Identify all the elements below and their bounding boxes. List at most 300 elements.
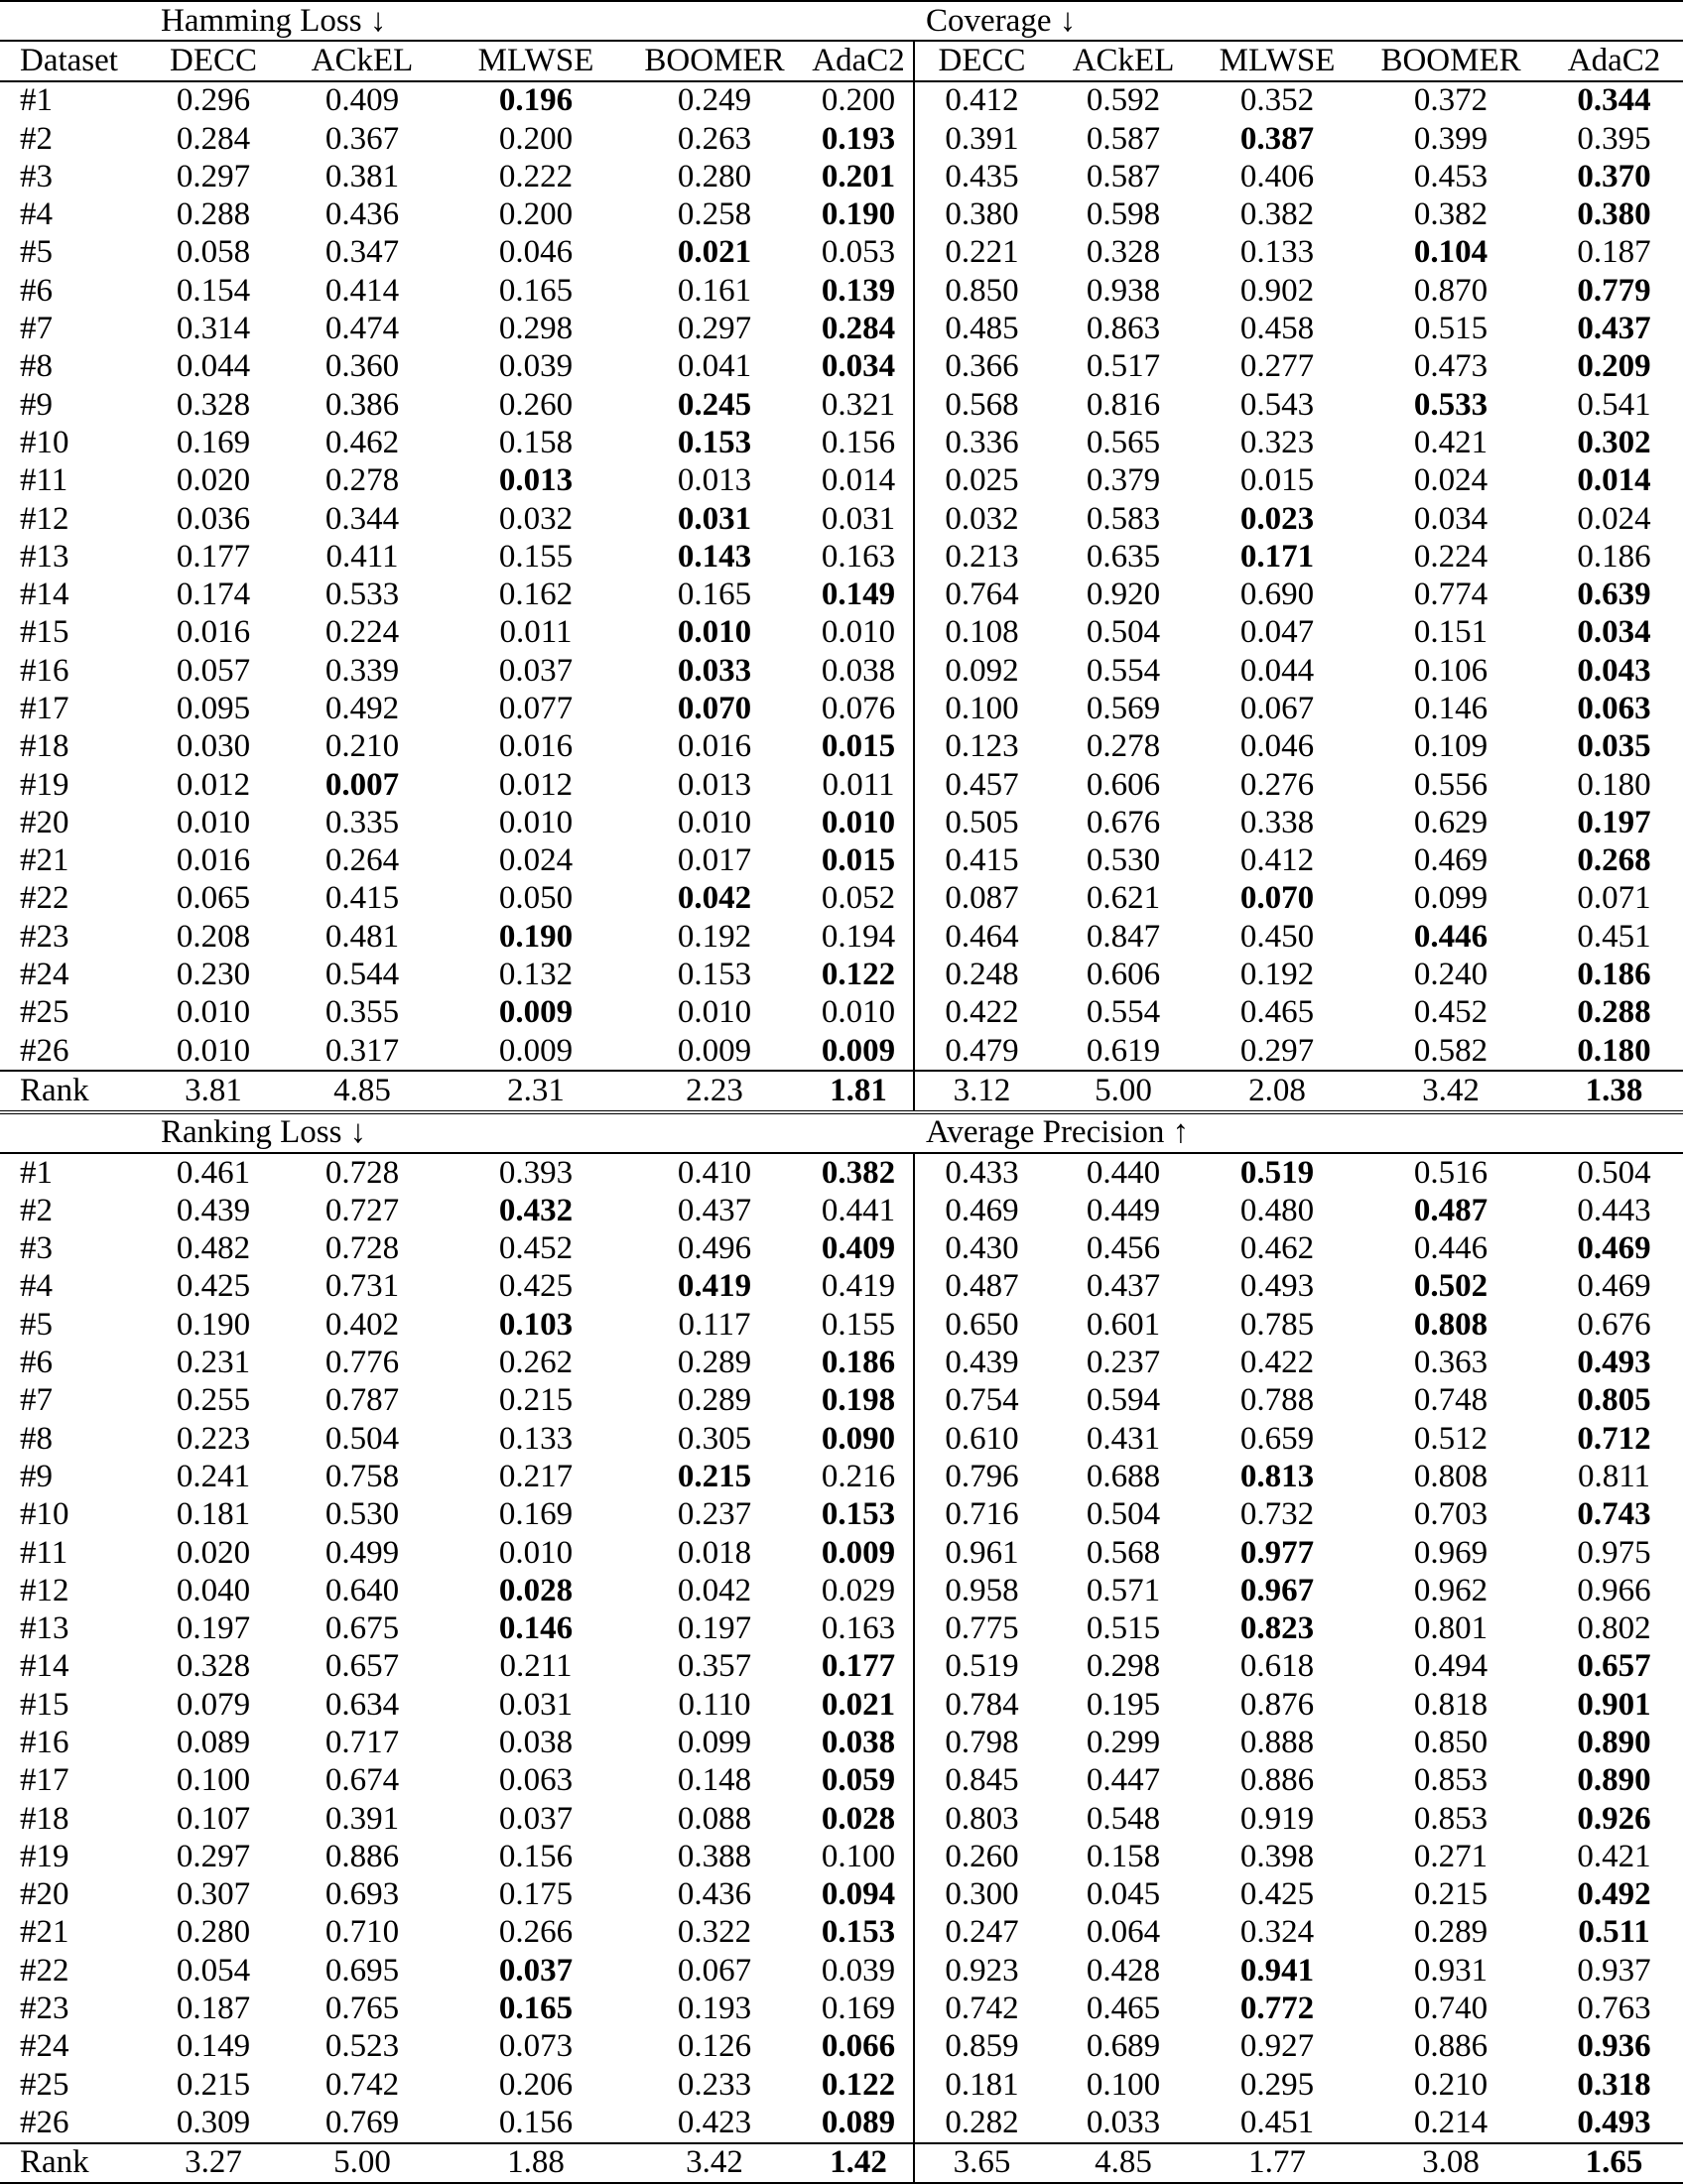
- column-header-decc: DECC: [914, 41, 1049, 80]
- dataset-id: #18: [20, 1800, 69, 1837]
- value-cell: 0.260: [498, 386, 574, 423]
- value-cell: 0.763: [1577, 1991, 1651, 2027]
- value-cell: 0.044: [1239, 652, 1315, 689]
- dataset-id: #21: [20, 842, 69, 879]
- dataset-id: #5: [20, 234, 53, 271]
- best-value-cell: 0.010: [677, 614, 752, 651]
- best-value-cell: 0.190: [821, 196, 896, 233]
- value-cell: 0.042: [677, 1572, 752, 1608]
- value-cell: 0.298: [498, 311, 574, 347]
- value-cell: 0.195: [1086, 1686, 1161, 1723]
- dataset-id: #23: [20, 918, 69, 955]
- table-row: [0, 1268, 1683, 1306]
- value-cell: 0.210: [324, 728, 400, 765]
- value-cell: 0.200: [498, 196, 574, 233]
- value-cell: 0.200: [804, 81, 914, 120]
- value-cell: 0.010: [176, 804, 251, 840]
- value-cell: 0.775: [914, 1609, 1049, 1647]
- value-cell: 0.095: [176, 690, 251, 726]
- value-cell: 0.165: [677, 577, 752, 613]
- value-cell: 0.621: [1086, 880, 1161, 917]
- value-cell: 0.437: [1086, 1268, 1161, 1305]
- value-cell: 0.309: [176, 2104, 251, 2140]
- value-cell: 3.08: [1357, 2143, 1545, 2183]
- value-cell: 0.297: [176, 158, 251, 194]
- value-cell: 0.464: [914, 918, 1049, 956]
- value-cell: 0.224: [1413, 538, 1489, 575]
- best-value-cell: 0.387: [1239, 120, 1315, 157]
- value-cell: 0.676: [1577, 1306, 1651, 1343]
- value-cell: 0.803: [914, 1800, 1049, 1838]
- value-cell: 0.307: [176, 1876, 251, 1913]
- value-cell: 0.132: [498, 957, 574, 993]
- value-cell: 0.927: [1239, 2028, 1315, 2065]
- value-cell: 0.117: [678, 1306, 751, 1343]
- value-cell: 0.355: [324, 994, 400, 1031]
- value-cell: 0.443: [1577, 1192, 1651, 1228]
- value-cell: 0.391: [914, 120, 1049, 158]
- value-cell: 0.263: [677, 120, 752, 157]
- best-value-cell: 0.639: [1577, 577, 1651, 613]
- value-cell: 1.88: [447, 2143, 625, 2183]
- value-cell: 0.046: [1239, 728, 1315, 765]
- value-cell: 0.215: [498, 1382, 574, 1419]
- dataset-id: #13: [20, 1610, 69, 1647]
- value-cell: 0.481: [324, 918, 400, 955]
- table-row: [0, 1153, 1683, 1192]
- value-cell: 0.187: [176, 1991, 251, 2027]
- value-cell: 0.811: [1578, 1458, 1651, 1494]
- value-cell: 0.716: [914, 1496, 1049, 1534]
- table-row: [0, 158, 1683, 195]
- dataset-id: #2: [20, 1192, 53, 1228]
- value-cell: 0.388: [677, 1838, 752, 1874]
- value-cell: 0.788: [1239, 1382, 1315, 1419]
- table-row: [0, 2028, 1683, 2066]
- value-cell: 0.046: [498, 234, 574, 271]
- table-row: [0, 386, 1683, 424]
- best-value-cell: 0.034: [821, 348, 896, 385]
- dataset-id: #8: [20, 1420, 53, 1457]
- value-cell: 0.024: [1577, 500, 1651, 537]
- value-cell: 0.222: [498, 158, 574, 194]
- table-row: [0, 195, 1683, 233]
- value-cell: 0.533: [324, 577, 400, 613]
- value-cell: 0.213: [914, 538, 1049, 576]
- value-cell: 0.210: [1413, 2066, 1489, 2103]
- value-cell: 3.65: [914, 2143, 1049, 2183]
- dataset-id: #16: [20, 1725, 69, 1760]
- best-value-cell: 0.288: [1577, 994, 1651, 1031]
- table-row: [0, 1230, 1683, 1268]
- best-value-cell: 0.171: [1239, 538, 1315, 575]
- value-cell: 0.297: [677, 311, 752, 347]
- value-cell: 0.224: [324, 614, 400, 651]
- value-cell: 3.27: [149, 2143, 278, 2183]
- dataset-id: #14: [20, 577, 69, 613]
- best-value-cell: 0.197: [1577, 804, 1651, 840]
- dataset-id: #19: [20, 1838, 69, 1874]
- best-value-cell: 0.284: [821, 311, 896, 347]
- value-cell: 0.728: [324, 1230, 400, 1267]
- value-cell: 0.594: [1086, 1382, 1161, 1419]
- value-cell: 0.018: [677, 1534, 752, 1571]
- dataset-id: #17: [20, 690, 69, 726]
- best-value-cell: 0.033: [677, 652, 752, 689]
- value-cell: 0.033: [1086, 2104, 1161, 2140]
- best-value-cell: 0.090: [821, 1420, 896, 1457]
- value-cell: 0.742: [324, 2066, 400, 2103]
- value-cell: 3.42: [1357, 1071, 1545, 1111]
- value-cell: 0.040: [176, 1572, 251, 1608]
- value-cell: 0.425: [176, 1268, 251, 1305]
- value-cell: 0.067: [677, 1952, 752, 1989]
- dataset-id: #10: [20, 424, 69, 460]
- value-cell: 0.902: [1239, 272, 1315, 309]
- value-cell: 0.554: [1086, 652, 1161, 689]
- value-cell: 0.610: [914, 1420, 1049, 1458]
- value-cell: 0.754: [914, 1382, 1049, 1420]
- dataset-id: #11: [20, 1534, 68, 1571]
- value-cell: 0.038: [821, 652, 896, 689]
- value-cell: 0.372: [1357, 81, 1545, 120]
- value-cell: 0.240: [1413, 957, 1489, 993]
- value-cell: 0.030: [176, 728, 251, 765]
- best-value-cell: 0.487: [1413, 1192, 1489, 1228]
- column-header-boomer: BOOMER: [1357, 41, 1545, 80]
- value-cell: 0.850: [1413, 1725, 1489, 1760]
- value-cell: 0.606: [1086, 766, 1161, 803]
- value-cell: 0.695: [324, 1952, 400, 1989]
- value-cell: 0.010: [677, 994, 752, 1031]
- value-cell: 0.519: [914, 1648, 1049, 1686]
- value-cell: 0.461: [149, 1153, 278, 1192]
- value-cell: 0.398: [1239, 1838, 1315, 1874]
- best-value-cell: 0.070: [677, 690, 752, 726]
- best-value-cell: 0.009: [821, 1534, 896, 1571]
- value-cell: 0.740: [1413, 1991, 1489, 2027]
- value-cell: 0.016: [176, 842, 251, 879]
- value-cell: 0.530: [1086, 842, 1161, 879]
- table-row: [0, 690, 1683, 727]
- value-cell: 0.382: [1413, 196, 1489, 233]
- value-cell: 0.850: [914, 272, 1049, 310]
- best-value-cell: 0.104: [1413, 234, 1489, 271]
- best-value-cell: 0.813: [1239, 1458, 1315, 1494]
- value-cell: 0.013: [677, 462, 752, 499]
- best-value-cell: 1.42: [804, 2143, 914, 2183]
- value-cell: 0.099: [1413, 880, 1489, 917]
- value-cell: 0.156: [498, 2104, 574, 2140]
- value-cell: 0.727: [324, 1192, 400, 1228]
- dataset-id: #22: [20, 880, 69, 917]
- best-value-cell: 0.028: [498, 1572, 574, 1608]
- value-cell: 0.598: [1086, 196, 1161, 233]
- value-cell: 0.177: [176, 538, 251, 575]
- value-cell: 0.458: [1239, 311, 1315, 347]
- value-cell: 0.785: [1239, 1306, 1315, 1343]
- value-cell: 0.154: [176, 272, 251, 309]
- best-value-cell: 0.028: [821, 1800, 896, 1837]
- best-value-cell: 0.009: [821, 1032, 896, 1069]
- table-row: [0, 310, 1683, 347]
- value-cell: 0.336: [914, 424, 1049, 461]
- value-cell: 0.299: [1086, 1725, 1161, 1760]
- best-value-cell: 0.037: [498, 1952, 574, 1989]
- value-cell: 0.013: [677, 766, 752, 803]
- value-cell: 0.335: [324, 804, 400, 840]
- value-cell: 0.494: [1413, 1648, 1489, 1685]
- best-value-cell: 0.177: [821, 1648, 896, 1685]
- best-value-cell: 0.153: [677, 424, 752, 460]
- table-row: [0, 1724, 1683, 1761]
- table-row: [0, 1990, 1683, 2027]
- table-row: [0, 956, 1683, 993]
- value-cell: 0.278: [1086, 728, 1161, 765]
- value-cell: 0.446: [1413, 1230, 1489, 1267]
- value-cell: 0.554: [1086, 994, 1161, 1031]
- value-cell: 0.298: [1086, 1648, 1161, 1685]
- value-cell: 0.255: [176, 1382, 251, 1419]
- value-cell: 0.439: [176, 1192, 251, 1228]
- value-cell: 0.587: [1086, 120, 1161, 157]
- value-cell: 0.300: [914, 1876, 1049, 1914]
- best-value-cell: 0.042: [677, 880, 752, 917]
- value-cell: 0.447: [1086, 1762, 1161, 1799]
- value-cell: 0.289: [1413, 1914, 1489, 1951]
- value-cell: 0.870: [1413, 272, 1489, 309]
- column-header-mlwse: MLWSE: [1198, 41, 1357, 80]
- dataset-id: #26: [20, 1032, 69, 1069]
- value-cell: 0.328: [1086, 234, 1161, 271]
- column-header-mlwse: MLWSE: [447, 41, 625, 80]
- value-cell: 0.016: [677, 728, 752, 765]
- table-row: [0, 1572, 1683, 1609]
- value-cell: 0.054: [176, 1952, 251, 1989]
- value-cell: 0.165: [498, 272, 574, 309]
- value-cell: 0.674: [324, 1762, 400, 1799]
- value-cell: 0.123: [914, 728, 1049, 766]
- value-cell: 0.162: [498, 577, 574, 613]
- value-cell: 0.276: [1239, 766, 1315, 803]
- value-cell: 0.517: [1086, 348, 1161, 385]
- value-cell: 0.099: [677, 1725, 752, 1760]
- value-cell: 0.248: [914, 956, 1049, 993]
- value-cell: 0.044: [176, 348, 251, 385]
- value-cell: 0.568: [1086, 1534, 1161, 1571]
- value-cell: 0.079: [176, 1686, 251, 1723]
- best-value-cell: 0.034: [1577, 614, 1651, 651]
- best-value-cell: 0.139: [821, 272, 896, 309]
- best-value-cell: 0.977: [1239, 1534, 1315, 1571]
- table-row: [0, 576, 1683, 613]
- value-cell: 0.457: [914, 766, 1049, 804]
- value-cell: 0.920: [1086, 577, 1161, 613]
- value-cell: 0.415: [324, 880, 400, 917]
- value-cell: 0.280: [677, 158, 752, 194]
- table-row: [0, 348, 1683, 386]
- value-cell: 0.618: [1239, 1648, 1315, 1685]
- best-value-cell: 0.519: [1198, 1153, 1357, 1192]
- dataset-id: #3: [20, 158, 53, 194]
- best-value-cell: 0.926: [1577, 1800, 1651, 1837]
- value-cell: 0.016: [176, 614, 251, 651]
- value-cell: 0.422: [1239, 1345, 1315, 1381]
- value-cell: 0.169: [821, 1991, 896, 2027]
- dataset-id: #22: [20, 1952, 69, 1989]
- best-value-cell: 0.043: [1577, 652, 1651, 689]
- value-cell: 5.00: [1049, 1071, 1198, 1111]
- best-value-cell: 0.344: [1545, 81, 1683, 120]
- value-cell: 0.451: [1577, 918, 1651, 955]
- value-cell: 0.037: [498, 1800, 574, 1837]
- dataset-id: #6: [20, 1345, 53, 1381]
- value-cell: 0.504: [1545, 1153, 1683, 1192]
- value-cell: 0.163: [821, 1610, 896, 1647]
- best-value-cell: 0.122: [821, 2066, 896, 2103]
- value-cell: 0.280: [176, 1914, 251, 1951]
- value-cell: 0.174: [176, 577, 251, 613]
- best-value-cell: 0.805: [1577, 1382, 1651, 1419]
- value-cell: 0.014: [821, 462, 896, 499]
- value-cell: 0.975: [1577, 1534, 1651, 1571]
- dataset-id: #15: [20, 614, 69, 651]
- table-row: [0, 1686, 1683, 1724]
- value-cell: 0.802: [1577, 1610, 1651, 1647]
- value-cell: 0.938: [1086, 272, 1161, 309]
- value-cell: 0.215: [1413, 1876, 1489, 1913]
- value-cell: 0.009: [677, 1032, 752, 1069]
- value-cell: 0.231: [176, 1345, 251, 1381]
- best-value-cell: 0.215: [677, 1458, 752, 1494]
- value-cell: 0.262: [498, 1345, 574, 1381]
- dataset-id: #9: [20, 1458, 53, 1494]
- value-cell: 0.379: [1086, 462, 1161, 499]
- rank-label: Rank: [0, 1071, 149, 1111]
- value-cell: 0.798: [914, 1724, 1049, 1761]
- dataset-id: #23: [20, 1991, 69, 2027]
- value-cell: 0.289: [677, 1345, 752, 1381]
- value-cell: 0.010: [821, 994, 896, 1031]
- value-cell: 0.296: [149, 81, 278, 120]
- value-cell: 0.703: [1413, 1496, 1489, 1533]
- value-cell: 0.317: [324, 1032, 400, 1069]
- value-cell: 0.548: [1086, 1800, 1161, 1837]
- table-row: [0, 652, 1683, 690]
- value-cell: 0.347: [324, 234, 400, 271]
- value-cell: 0.010: [176, 1032, 251, 1069]
- value-cell: 0.452: [498, 1230, 574, 1267]
- value-cell: 0.217: [498, 1458, 574, 1494]
- value-cell: 0.659: [1239, 1420, 1315, 1457]
- dataset-id: #18: [20, 728, 69, 765]
- best-value-cell: 0.009: [498, 994, 574, 1031]
- value-cell: 0.425: [498, 1268, 574, 1305]
- value-cell: 0.474: [324, 311, 400, 347]
- value-cell: 0.410: [625, 1153, 804, 1192]
- best-value-cell: 0.772: [1239, 1991, 1315, 2027]
- best-value-cell: 0.409: [821, 1230, 896, 1267]
- section-title-row: [0, 1112, 1683, 1153]
- table-row: [0, 1032, 1683, 1071]
- value-cell: 0.010: [498, 804, 574, 840]
- value-cell: 0.339: [324, 652, 400, 689]
- value-cell: 0.504: [1086, 614, 1161, 651]
- value-cell: 0.012: [176, 766, 251, 803]
- table-row: [0, 1534, 1683, 1572]
- table-row: [0, 2104, 1683, 2142]
- dataset-id: #24: [20, 957, 69, 993]
- best-value-cell: 0.196: [447, 81, 625, 120]
- value-cell: 0.010: [176, 994, 251, 1031]
- best-value-cell: 0.013: [498, 462, 574, 499]
- table-row: [0, 81, 1683, 120]
- value-cell: 0.439: [914, 1344, 1049, 1381]
- value-cell: 0.045: [1086, 1876, 1161, 1913]
- value-cell: 0.029: [821, 1572, 896, 1608]
- value-cell: 0.031: [821, 500, 896, 537]
- value-cell: 4.85: [1049, 2143, 1198, 2183]
- value-cell: 0.366: [914, 348, 1049, 386]
- best-value-cell: 1.38: [1545, 1071, 1683, 1111]
- best-value-cell: 1.65: [1545, 2143, 1683, 2183]
- value-cell: 0.419: [821, 1268, 896, 1305]
- value-cell: 0.109: [1413, 728, 1489, 765]
- value-cell: 3.42: [625, 2143, 804, 2183]
- value-cell: 0.194: [821, 918, 896, 955]
- value-cell: 2.23: [625, 1071, 804, 1111]
- value-cell: 0.180: [1577, 766, 1651, 803]
- value-cell: 0.071: [1577, 880, 1651, 917]
- dataset-id: #11: [20, 462, 68, 499]
- value-cell: 0.010: [498, 1534, 574, 1571]
- value-cell: 0.009: [498, 1032, 574, 1069]
- dataset-id: #3: [20, 1230, 53, 1267]
- value-cell: 0.237: [1086, 1345, 1161, 1381]
- table-row: [0, 538, 1683, 576]
- value-cell: 0.064: [1086, 1914, 1161, 1951]
- value-cell: 3.12: [914, 1071, 1049, 1111]
- value-cell: 0.784: [914, 1686, 1049, 1724]
- value-cell: 0.032: [914, 500, 1049, 538]
- value-cell: 0.415: [914, 842, 1049, 880]
- value-cell: 0.106: [1413, 652, 1489, 689]
- value-cell: 0.422: [914, 994, 1049, 1032]
- table-row: [0, 1648, 1683, 1686]
- value-cell: 0.264: [324, 842, 400, 879]
- column-header-row: [0, 41, 1683, 80]
- value-cell: 0.352: [1198, 81, 1357, 120]
- value-cell: 0.515: [1086, 1610, 1161, 1647]
- value-cell: 0.284: [176, 120, 251, 157]
- best-value-cell: 0.015: [821, 728, 896, 765]
- table-row: [0, 234, 1683, 272]
- value-cell: 0.382: [1239, 196, 1315, 233]
- value-cell: 0.034: [1413, 500, 1489, 537]
- value-cell: 0.181: [914, 2066, 1049, 2104]
- column-header-decc: DECC: [149, 41, 278, 80]
- section-title-hamming-loss: Hamming Loss ↓: [149, 1, 914, 41]
- value-cell: 0.886: [1239, 1762, 1315, 1799]
- dataset-id: #7: [20, 1382, 53, 1419]
- table-row: [0, 842, 1683, 880]
- value-cell: 0.057: [176, 652, 251, 689]
- value-cell: 0.493: [1239, 1268, 1315, 1305]
- value-cell: 0.363: [1413, 1345, 1489, 1381]
- best-value-cell: 0.432: [498, 1192, 574, 1228]
- value-cell: 0.206: [498, 2066, 574, 2103]
- value-cell: 0.133: [498, 1420, 574, 1457]
